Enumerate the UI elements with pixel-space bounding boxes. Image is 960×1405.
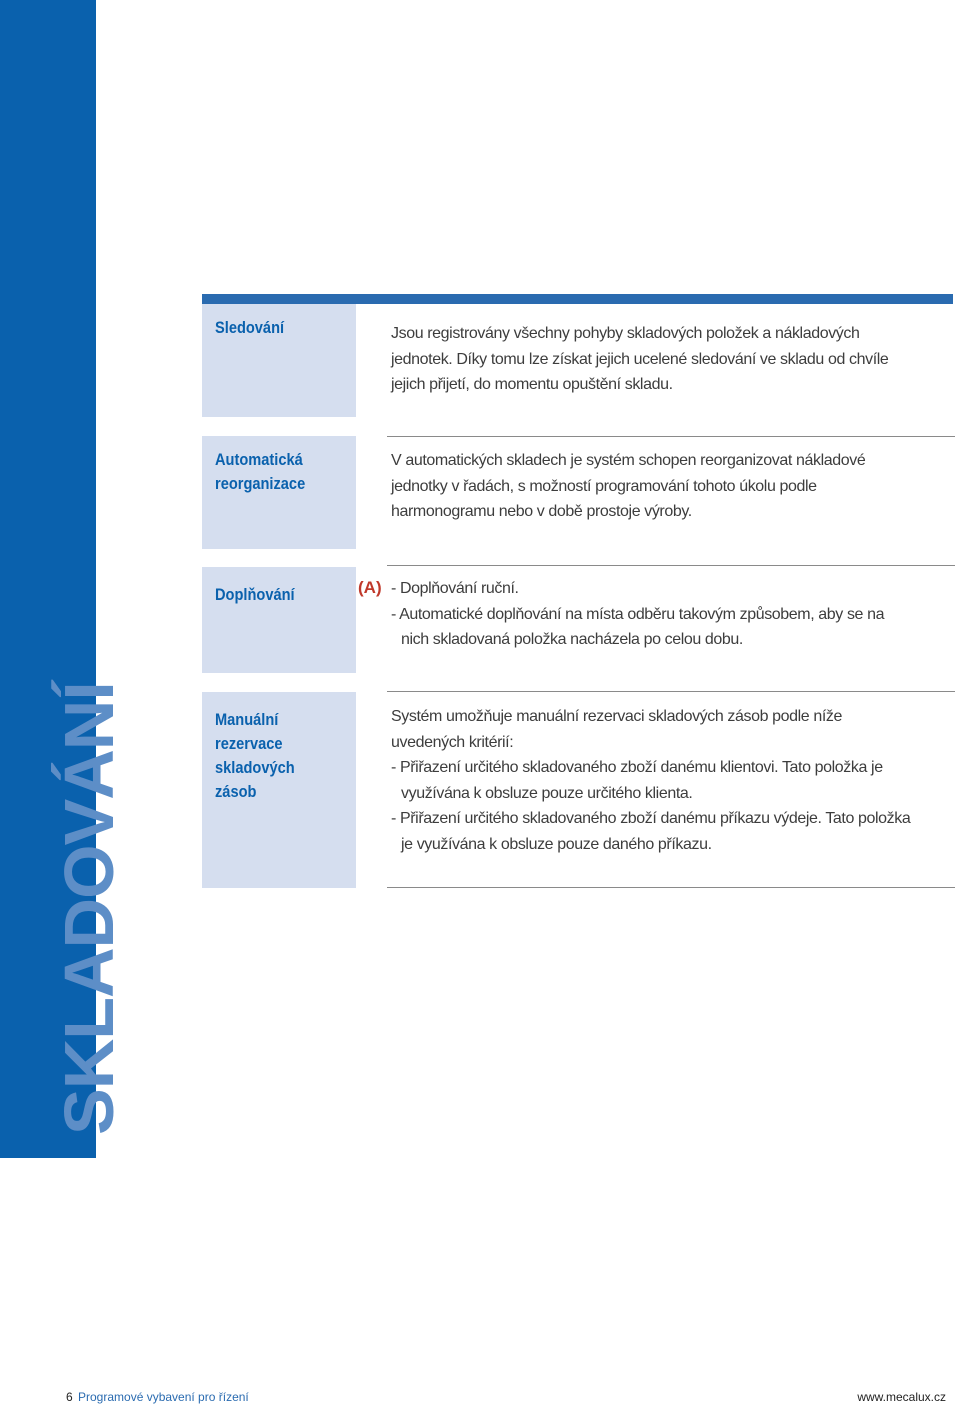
row-divider [387,691,955,692]
row-label: Sledování [215,318,285,337]
page-number: 6 [66,1390,73,1404]
row-label: Manuální rezervace skladových zásob [215,710,295,801]
label-cell-rezervace [202,692,356,888]
section-name: Programové vybavení pro řízení [78,1390,249,1404]
website-link[interactable]: www.mecalux.cz [857,1390,946,1404]
row-divider [387,436,955,437]
label-cell-doplnovani [202,567,356,673]
annotation-marker-a: (A) [358,578,382,597]
row-label: Doplňování [215,585,295,604]
label-cell-sledovani [202,304,356,417]
row-divider [387,565,955,566]
row-description-reorganizace: V automatických skladech je systém schopen reorganizovat nákladové jednotky v řadách, s možností programování tohoto úkolu podle harmonogramu nebo v době prostoje výroby. [391,452,866,520]
row-description-rezervace: Systém umožňuje manuální rezervaci skladových zásob podle níže uvedených kritérií: - Přiřazení určitého skladovaného zboží danému klientovi. Tato položka je využívána k obsluze pouze určitého klienta. - Přiřazení určitého skladovaného zboží danému příkazu výdeje. Tato položka je využívána k obsluze pouze daného příkazu. [391,708,911,853]
side-title: SKLADOVÁNÍ [50,682,128,1135]
label-cell-reorganizace [202,436,356,549]
table-bottom-rule [387,887,955,888]
row-label: Automatická reorganizace [215,450,306,493]
row-description-doplnovani: - Doplňování ruční. - Automatické doplňování na místa odběru takovým způsobem, aby se na nich skladovaná položka nacházela po celou dobu. [391,580,885,648]
table-top-rule [202,294,953,304]
row-description-sledovani: Jsou registrovány všechny pohyby skladových položek a nákladových jednotek. Díky tomu lze získat jejich ucelené sledování ve skladu od chvíle jejich přijetí, do momentu opuštění skladu. [391,325,889,393]
